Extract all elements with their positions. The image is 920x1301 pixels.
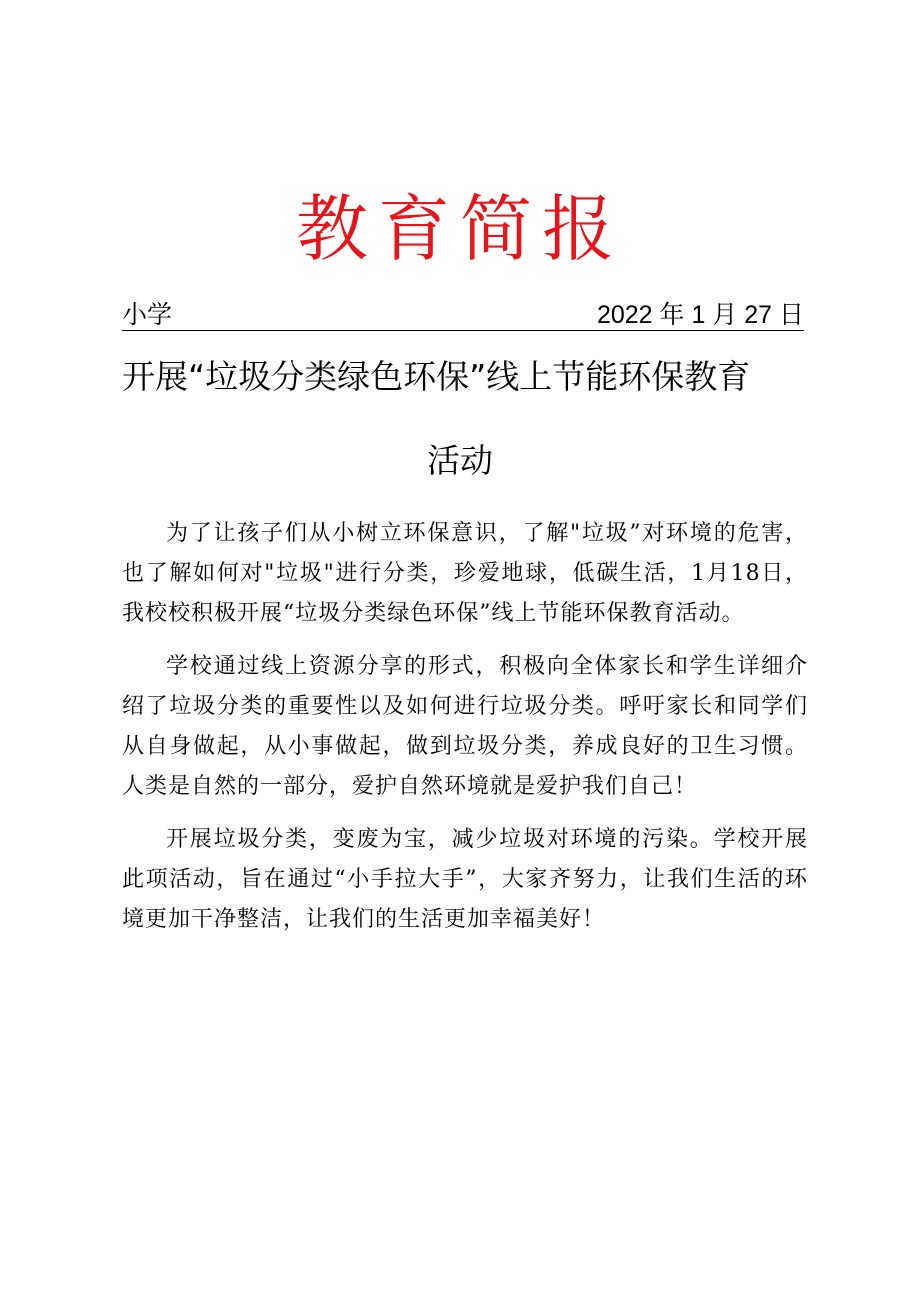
- article-paragraph: 为了让孩子们从小树立环保意识，了解"垃圾”对环境的危害，也了解如何对"垃圾"进行分类，珍爱地球，低碳生活，1月18日，我校校积极开展“垃圾分类绿色环保”线上节能环保教育活动。: [122, 521, 808, 626]
- school-name: 小学: [122, 301, 173, 329]
- dateline: [122, 300, 804, 331]
- article-headline: 开展“垃圾分类绿色环保”线上节能环保教育: [122, 357, 751, 396]
- newsletter-masthead: 教育简报: [295, 187, 624, 271]
- article-paragraph: 开展垃圾分类，变废为宝，减少垃圾对环境的污染。学校开展此项活动，旨在通过“小手拉大手”，大家齐努力，让我们生活的环境更加干净整洁，让我们的生活更加幸福美好！: [122, 827, 808, 932]
- article-paragraph: 学校通过线上资源分享的形式，积极向全体家长和学生详细介绍了垃圾分类的重要性以及如何进行垃圾分类。呼吁家长和同学们从自身做起，从小事做起，做到垃圾分类，养成良好的卫生习惯。人类是自然的一部分，爱护自然环境就是爱护我们自己！: [122, 654, 808, 799]
- article-headline-continued: 活动: [427, 441, 493, 480]
- issue-date: 2022 年 1 月 27 日: [596, 301, 804, 329]
- article-body: [122, 514, 808, 953]
